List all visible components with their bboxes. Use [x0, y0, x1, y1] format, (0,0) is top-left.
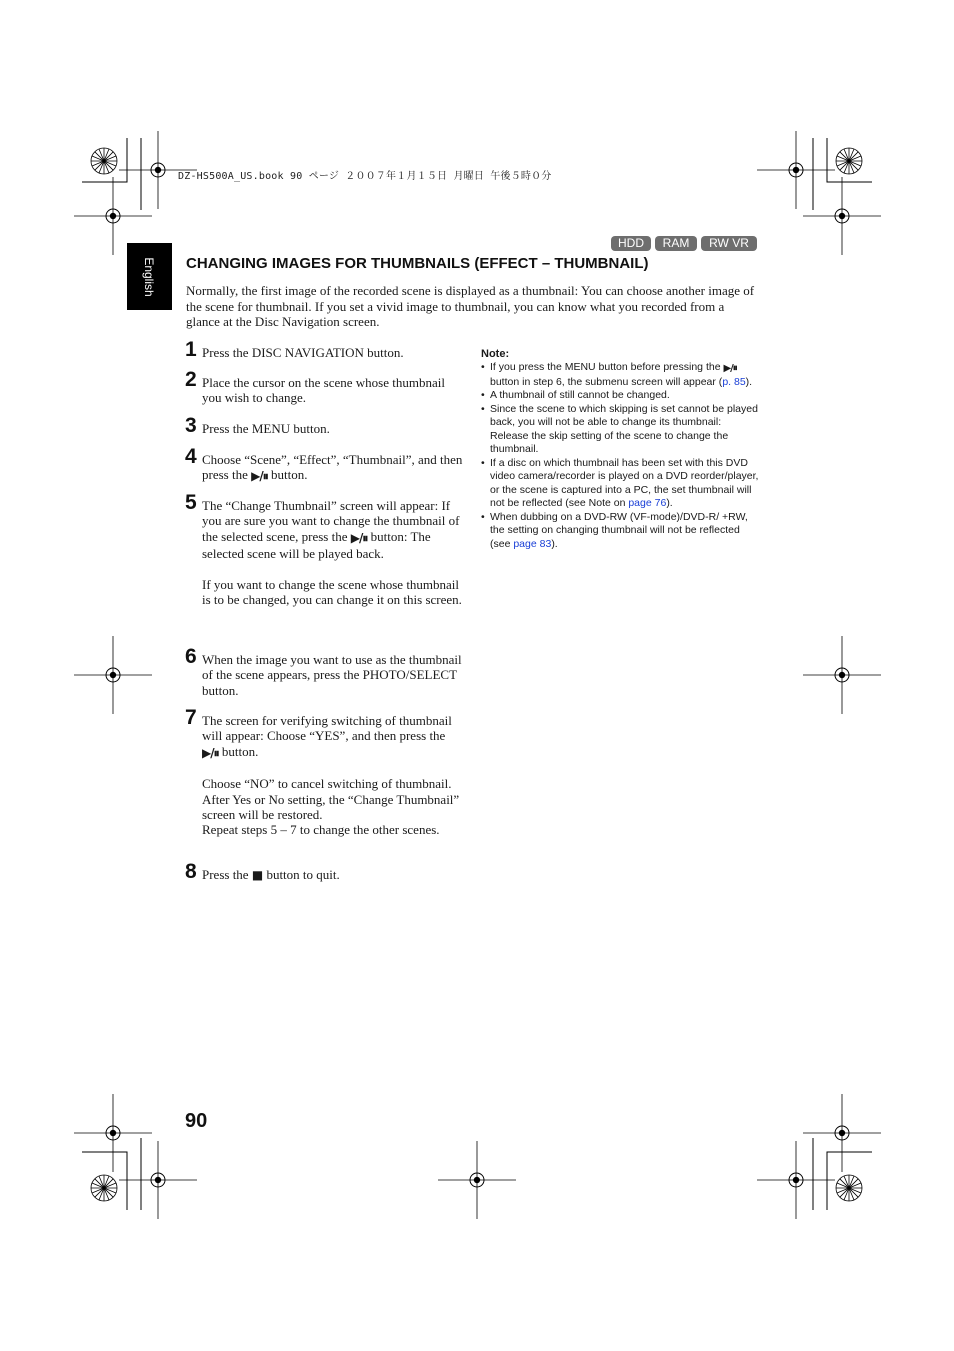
- badge-ram: RAM: [655, 236, 697, 251]
- play-pause-icon: ▶/⏸: [350, 530, 368, 545]
- step-number: 3: [185, 414, 197, 437]
- step-text: When the image you want to use as the thumbnail of the scene appears, press the PHOTO/SELECT button.: [202, 652, 462, 698]
- step-text: Choose “Scene”, “Effect”, “Thumbnail”, and then press the ▶/⏸ button.: [202, 452, 463, 484]
- play-pause-icon: ▶/⏸: [723, 363, 737, 374]
- media-badges: [611, 236, 757, 251]
- step-number: 8: [185, 860, 197, 883]
- page-link[interactable]: p. 85: [722, 375, 746, 388]
- page-link[interactable]: page 76: [628, 497, 667, 509]
- note-item: • When dubbing on a DVD-RW (VF-mode)/DVD-R/ +RW, the setting on changing thumbnail will not be reflected (see page 83).: [481, 511, 761, 552]
- note-title: Note:: [481, 348, 510, 360]
- step-number: 6: [185, 645, 197, 668]
- step-number: 7: [185, 706, 197, 729]
- note-item: • A thumbnail of still cannot be changed.: [481, 389, 761, 403]
- badge-rw-vr: RW VR: [701, 236, 757, 251]
- badge-hdd: HDD: [611, 236, 651, 251]
- stop-icon: ■: [251, 868, 264, 882]
- section-title: CHANGING IMAGES FOR THUMBNAILS (EFFECT – THUMBNAIL): [186, 255, 649, 272]
- step-text: Press the ■ button to quit.: [202, 867, 340, 882]
- step-number: 4: [185, 445, 197, 468]
- play-pause-icon: ▶/⏸: [202, 745, 219, 760]
- step-number: 5: [185, 491, 197, 514]
- note-item: • If you press the MENU button before pressing the ▶/⏸ button in step 6, the submenu screen will appear (p. 85).: [481, 361, 761, 389]
- step-number: 1: [185, 338, 197, 361]
- language-tab: [127, 243, 172, 310]
- step-text: Press the MENU button.: [202, 421, 330, 436]
- note-item: • If a disc on which thumbnail has been set with this DVD video camera/recorder is played on a DVD reorder/player, or the scene is captured into a PC, the set thumbnail will not be reflected (see Note on page 76).: [481, 457, 761, 511]
- step-number: 2: [185, 368, 197, 391]
- step-text: The “Change Thumbnail” screen will appear: If you are sure you want to change the thumbnail of the selected scene, press the ▶/⏸ button: The selected scene will be played back. If you want to change the scene whose thumbnail is to be changed, you can change it on this screen.: [202, 498, 462, 608]
- book-info-header: DZ-HS500A_US.book 90 ページ ２００７年１月１５日 月曜日 午後５時０分: [178, 171, 552, 182]
- note-list: [481, 361, 761, 551]
- play-pause-icon: ▶/⏸: [251, 469, 268, 484]
- step-text: Place the cursor on the scene whose thumbnail you wish to change.: [202, 375, 445, 406]
- language-tab-label: English: [142, 257, 156, 297]
- intro-paragraph: Normally, the first image of the recorded scene is displayed as a thumbnail: You can choose another image of the scene for thumbnail. If you set a vivid image to thumbnail, you can know what you recorded from a glance at the Disc Navigation screen.: [186, 283, 755, 329]
- page-link[interactable]: page 83: [513, 537, 552, 550]
- page-number: 90: [185, 1110, 208, 1132]
- note-item: • Since the scene to which skipping is set cannot be played back, you will not be able to change its thumbnail: Release the skip setting of the scene to change the thumbnail.: [481, 403, 761, 457]
- step-text: The screen for verifying switching of thumbnail will appear: Choose “YES”, and then press the ▶/⏸ button. Choose “NO” to cancel switching of thumbnail. After Yes or No setting, the “Change Thumbnail” screen will be restored. Repeat steps 5 – 7 to change the other scenes.: [202, 713, 460, 838]
- step-text: Press the DISC NAVIGATION button.: [202, 345, 404, 360]
